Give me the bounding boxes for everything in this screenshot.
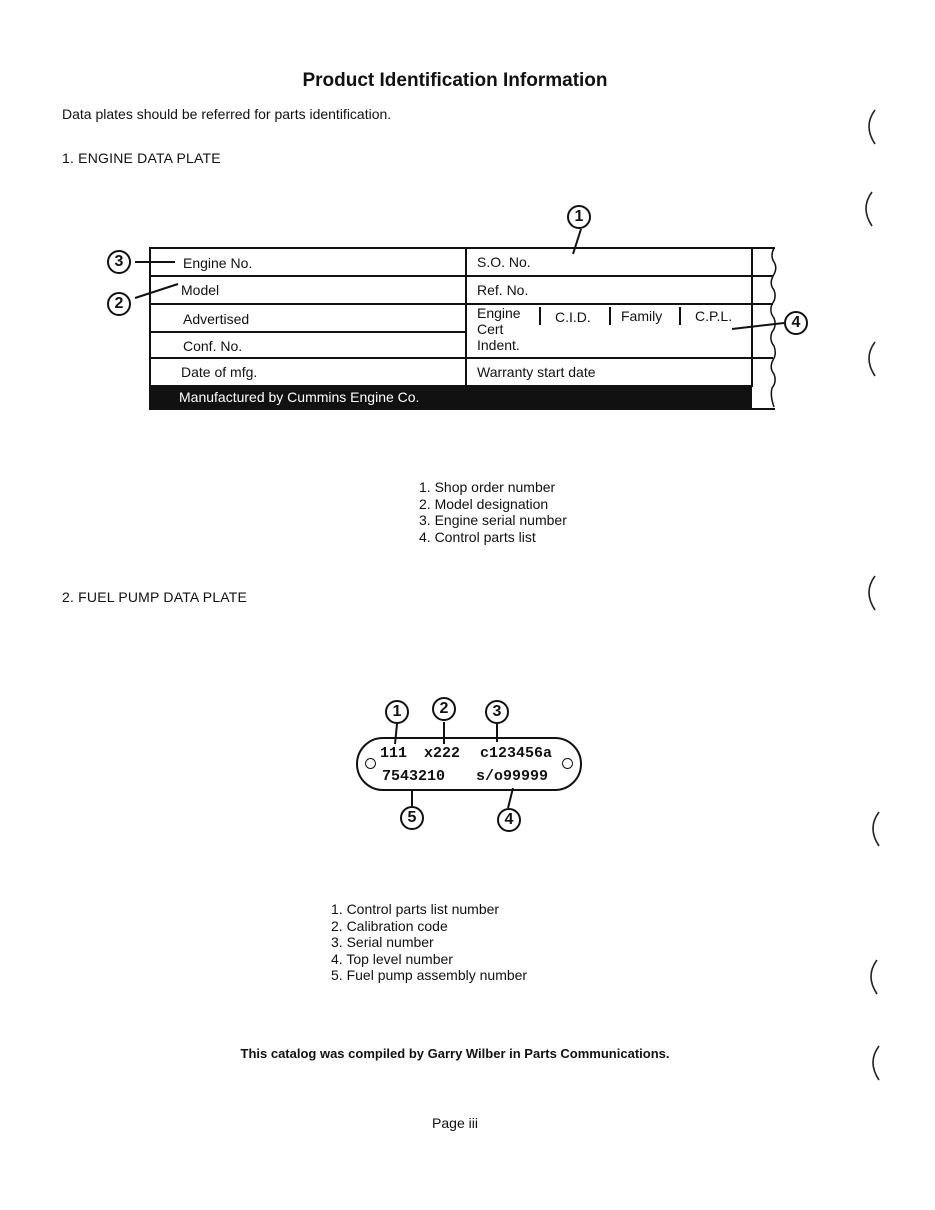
cpl-value: 111 (380, 745, 408, 762)
compiled-by-note: This catalog was compiled by Garry Wilber in Parts Communications. (240, 1046, 670, 1061)
legend-item: 4. Top level number (331, 950, 453, 967)
engine-legend (419, 479, 567, 545)
fuel-legend (331, 901, 527, 984)
fuel-callout-1: 1 (385, 700, 409, 724)
field-engine-cert: Engine Cert Indent. C.I.D. Family C.P.L. (465, 303, 753, 359)
assembly-value: 7543210 (382, 768, 446, 785)
mounting-hole (365, 758, 376, 769)
field-warranty-start-date: Warranty start date (465, 357, 753, 387)
legend-item: 5. Fuel pump assembly number (331, 967, 528, 983)
callout-2: 2 (107, 292, 131, 316)
field-advertised: Advertised (149, 303, 467, 333)
fuel-callout-4: 4 (497, 808, 521, 832)
page-title: Product Identification Information (302, 70, 608, 91)
callout-1: 1 (567, 205, 591, 229)
field-ref-no: Ref. No. (465, 275, 753, 305)
field-conf-no: Conf. No. (149, 331, 467, 359)
fuel-callout-2: 2 (432, 697, 456, 721)
legend-item: 4. Control parts list (419, 528, 536, 545)
mounting-hole (562, 758, 573, 769)
legend-item: 2. Calibration code (331, 917, 448, 934)
callout-4: 4 (784, 311, 808, 335)
fuel-callout-3: 3 (485, 700, 509, 724)
field-date-of-mfg: Date of mfg. (149, 357, 467, 387)
section-heading-engine: 1. ENGINE DATA PLATE (62, 150, 221, 166)
section-heading-fuel: 2. FUEL PUMP DATA PLATE (62, 589, 248, 605)
legend-item: 2. Model designation (419, 495, 549, 512)
legend-item: 3. Serial number (331, 934, 434, 950)
field-so-no: S.O. No. (465, 247, 753, 277)
field-engine-no: Engine No. (149, 247, 467, 277)
legend-item: 1. Control parts list number (331, 901, 500, 917)
engine-callout-lines (100, 200, 820, 360)
fuel-callout-lines (380, 720, 540, 820)
calibration-value: x222 (424, 745, 461, 762)
manufacturer-bar: Manufactured by Cummins Engine Co. (149, 385, 751, 410)
legend-item: 3. Engine serial number (419, 512, 567, 528)
fuel-callout-5: 5 (400, 806, 424, 830)
serial-value: c123456a (480, 745, 553, 762)
field-model: Model (149, 275, 467, 305)
callout-3: 3 (107, 250, 131, 274)
intro-text: Data plates should be referred for parts identification. (62, 106, 392, 122)
legend-item: 1. Shop order number (419, 479, 556, 495)
top-level-value: s/o99999 (476, 768, 549, 785)
page-number: Page iii (432, 1115, 478, 1131)
binder-hole-marks (855, 0, 895, 1210)
